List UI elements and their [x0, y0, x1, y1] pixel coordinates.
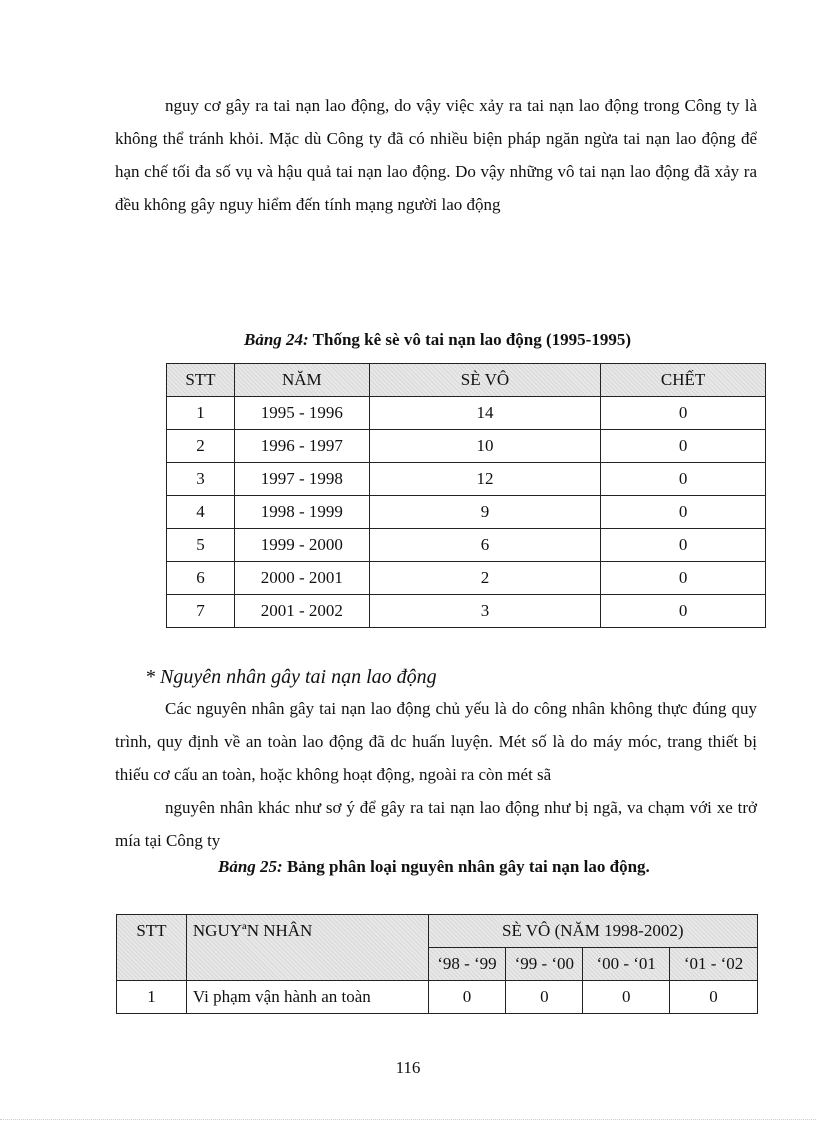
cell-stt: 7 [167, 595, 235, 628]
cell-cause: Vi phạm vận hành an toàn [186, 981, 428, 1014]
cell-count: 0 [428, 981, 506, 1014]
causes-paragraph [115, 692, 757, 857]
cell-count: 10 [369, 430, 601, 463]
cell-stt: 1 [117, 981, 187, 1014]
cell-count: 0 [583, 981, 670, 1014]
cell-stt: 3 [167, 463, 235, 496]
cell-year: 1997 - 1998 [234, 463, 369, 496]
cell-stt: 4 [167, 496, 235, 529]
t25-year-col: ‘01 - ‘02 [670, 948, 758, 981]
table-row [167, 595, 766, 628]
header-count: SÈ VÔ [369, 364, 601, 397]
cell-deaths: 0 [601, 496, 766, 529]
cell-count: 6 [369, 529, 601, 562]
section-heading: * Nguyên nhân gây tai nạn lao động [145, 666, 437, 688]
t25-header-group: SÈ VÔ (NĂM 1998-2002) [428, 915, 757, 948]
table25-header-row-1 [117, 915, 758, 948]
table-row [167, 529, 766, 562]
t25-year-col: ‘98 - ‘99 [428, 948, 506, 981]
accident-stats-table [166, 363, 766, 628]
page-number: 116 [395, 1058, 421, 1077]
cell-deaths: 0 [601, 595, 766, 628]
cell-year: 1995 - 1996 [234, 397, 369, 430]
header-year: NĂM [234, 364, 369, 397]
cell-stt: 1 [167, 397, 235, 430]
table-row [167, 397, 766, 430]
cell-year: 2000 - 2001 [234, 562, 369, 595]
cell-year: 1996 - 1997 [234, 430, 369, 463]
header-deaths: CHẾT [601, 364, 766, 397]
cell-count: 9 [369, 496, 601, 529]
table-header-row [167, 364, 766, 397]
cell-count: 0 [670, 981, 758, 1014]
cause-classification-table [116, 914, 758, 1014]
table-row [167, 463, 766, 496]
cell-stt: 5 [167, 529, 235, 562]
cell-stt: 6 [167, 562, 235, 595]
cell-count: 14 [369, 397, 601, 430]
t25-year-col: ‘99 - ‘00 [506, 948, 583, 981]
cell-deaths: 0 [601, 529, 766, 562]
footer-dotted-rule [0, 1119, 816, 1120]
table-row [167, 496, 766, 529]
table-row [117, 981, 758, 1014]
cell-stt: 2 [167, 430, 235, 463]
cell-count: 0 [506, 981, 583, 1014]
cell-deaths: 0 [601, 463, 766, 496]
causes-text-2: nguyên nhân khác như sơ ý để gây ra tai nạn lao động như bị ngã, va chạm với xe trở mía tại Công ty [115, 798, 757, 850]
cell-deaths: 0 [601, 562, 766, 595]
table24-caption [244, 330, 631, 350]
cell-deaths: 0 [601, 430, 766, 463]
table24-caption-label: Bảng 24: [244, 330, 309, 349]
cell-year: 1999 - 2000 [234, 529, 369, 562]
t25-header-stt: STT [117, 915, 187, 981]
intro-text: nguy cơ gây ra tai nạn lao động, do vậy việc xảy ra tai nạn lao động trong Công ty là không thể tránh khỏi. Mặc dù Công ty đã có nhiều biện pháp ngăn ngừa tai nạn lao động để hạn chế tối đa số vụ và hậu quả tai nạn lao động. Do vậy những vô tai nạn lao động đã xảy ra đều không gây nguy hiểm đến tính mạng người lao động [115, 96, 757, 214]
causes-text-1: Các nguyên nhân gây tai nạn lao động chủ yếu là do công nhân không thực đúng quy trình, quy định về an toàn lao động đã dc huấn luyện. Mét số là do máy móc, trang thiết bị thiếu cơ cấu an toàn, hoặc không hoạt động, ngoài ra còn mét sã [115, 699, 757, 784]
t25-header-cause: NGUYªN NHÂN [186, 915, 428, 981]
table-row [167, 430, 766, 463]
table25-caption-text: Bảng phân loại nguyên nhân gây tai nạn lao động. [282, 857, 650, 876]
cell-count: 2 [369, 562, 601, 595]
cell-count: 12 [369, 463, 601, 496]
intro-paragraph [115, 89, 757, 221]
cell-year: 2001 - 2002 [234, 595, 369, 628]
table25-caption-label: Bảng 25: [218, 857, 283, 876]
cell-count: 3 [369, 595, 601, 628]
cell-deaths: 0 [601, 397, 766, 430]
table25-caption [218, 857, 650, 877]
table-row [167, 562, 766, 595]
table24-caption-text: Thống kê sè vô tai nạn lao động (1995-1995) [308, 330, 631, 349]
header-stt: STT [167, 364, 235, 397]
t25-year-col: ‘00 - ‘01 [583, 948, 670, 981]
cell-year: 1998 - 1999 [234, 496, 369, 529]
